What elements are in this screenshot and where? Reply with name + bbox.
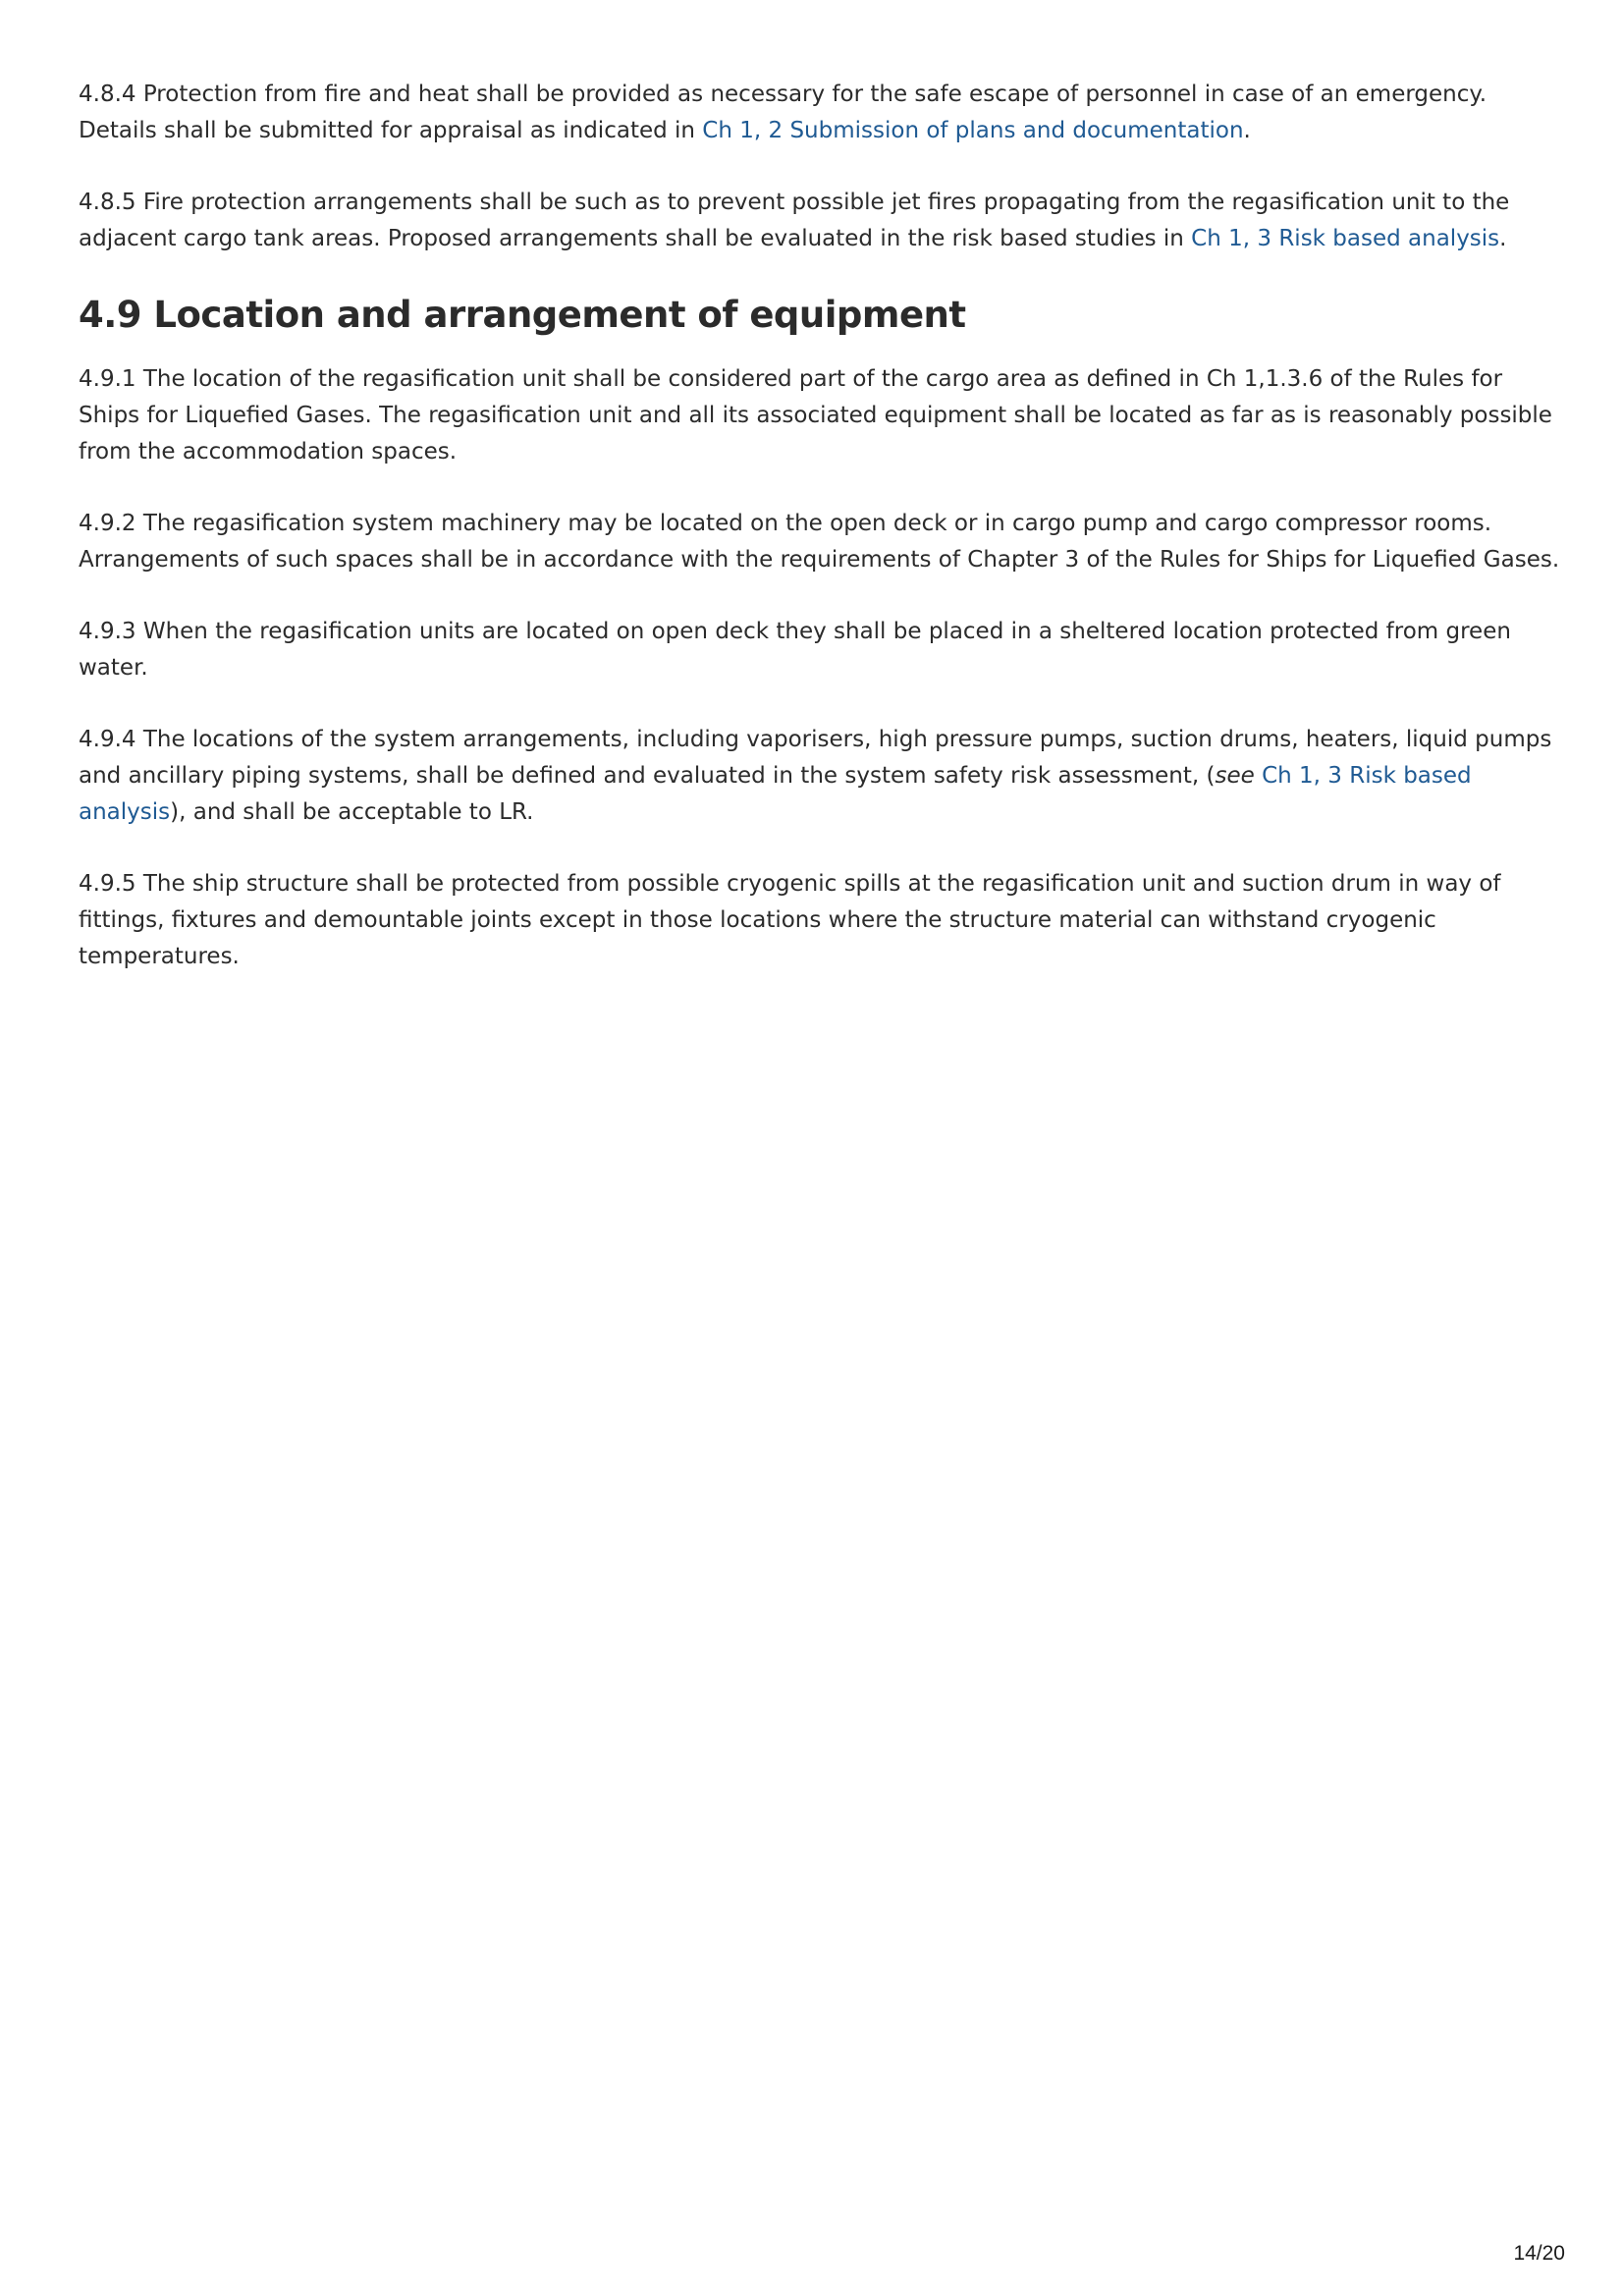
section-heading: 4.9 Location and arrangement of equipment — [79, 294, 966, 336]
link-submission-of-plans[interactable]: Ch 1, 2 Submission of plans and documentation — [702, 118, 1244, 143]
link-risk-based-analysis[interactable]: Ch 1, 3 Risk based analysis — [1191, 226, 1500, 251]
paragraph-text: 4.8.5 Fire protection arrangements shall be such as to prevent possible jet fires propagating from the regasification unit to the adjacent cargo tank areas. Proposed arrangements shall be evaluated in the risk based studies in — [79, 190, 1510, 251]
paragraph-4-9-2: 4.9.2 The regasification system machinery may be located on the open deck or in cargo pump and cargo compressor rooms. Arrangements of such spaces shall be in accordance with the requirements of Chapter 3 of the Rules for Ships for Liquefied Gases. — [79, 511, 1560, 573]
paragraph-4-9-4 — [79, 722, 1561, 831]
paragraph-text-end: . — [1243, 118, 1251, 143]
paragraph-4-8-4 — [79, 77, 1561, 149]
see-italic: see — [1215, 763, 1255, 789]
paragraph-text-end: . — [1499, 226, 1507, 251]
page-number: 14/20 — [1513, 2242, 1565, 2265]
paragraph-4-9-5: 4.9.5 The ship structure shall be protected from possible cryogenic spills at the regasification unit and suction drum in way of fittings, fixtures and demountable joints except in those locations where the structure material can withstand cryogenic temperatures. — [79, 871, 1501, 969]
paragraph-text: 4.8.4 Protection from fire and heat shall be provided as necessary for the safe escape of personnel in case of an emergency. Details shall be submitted for appraisal as indicated in — [79, 82, 1487, 143]
document-body — [79, 77, 1561, 1011]
paragraph-text-end: ), and shall be acceptable to LR. — [170, 799, 534, 825]
link-risk-based-analysis[interactable]: Ch 1, 3 Risk based analysis — [79, 763, 1472, 825]
paragraph-4-9-3: 4.9.3 When the regasification units are located on open deck they shall be placed in a sheltered location protected from green water. — [79, 619, 1511, 681]
paragraph-text: 4.9.4 The locations of the system arrangements, including vaporisers, high pressure pumps, suction drums, heaters, liquid pumps and ancillary piping systems, shall be defined and evaluated in the system safety risk assessment, ( — [79, 727, 1552, 789]
paragraph-4-9-1: 4.9.1 The location of the regasification unit shall be considered part of the cargo area as defined in Ch 1,1.3.6 of the Rules for Ships for Liquefied Gases. The regasification unit and all its associated equipment shall be located as far as is reasonably possible from the accommodation spaces. — [79, 366, 1552, 465]
paragraph-4-8-5 — [79, 185, 1561, 257]
